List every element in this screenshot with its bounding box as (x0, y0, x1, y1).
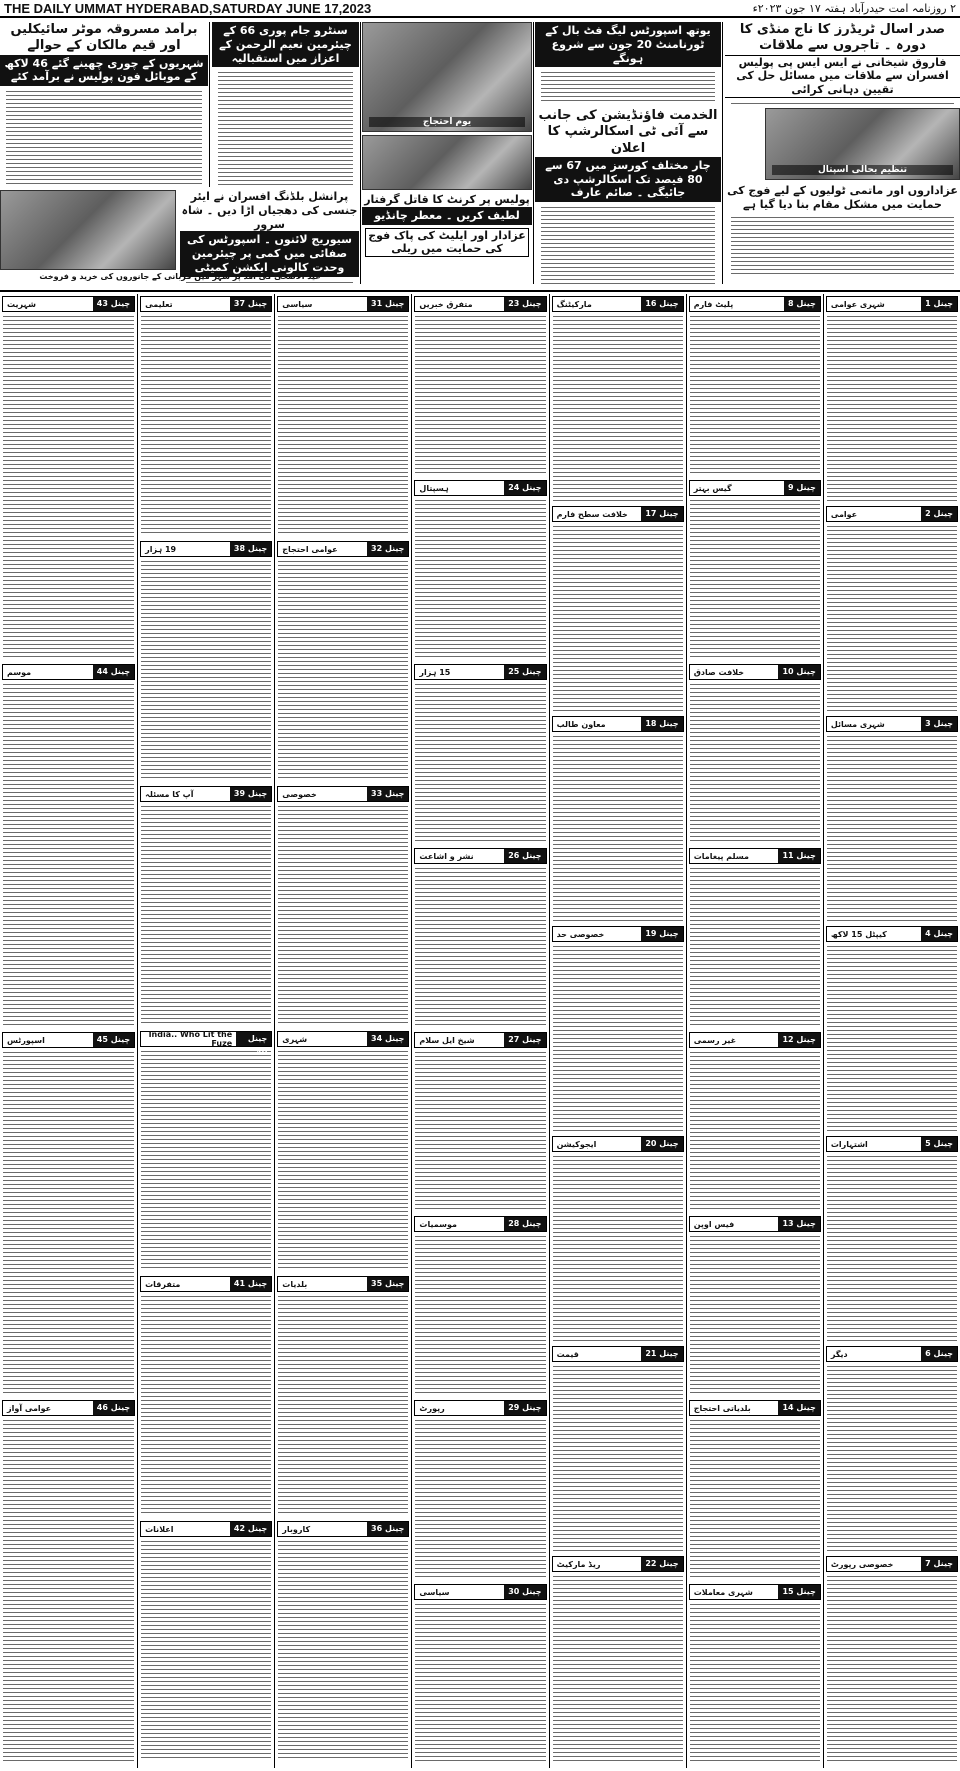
news-item (550, 1556, 686, 1763)
item-tag (140, 296, 272, 312)
item-keyword: شہریت (7, 299, 37, 309)
item-tag (414, 664, 546, 680)
item-body-text (550, 523, 686, 711)
item-keyword: 19 ہزار (145, 544, 177, 554)
news-item (0, 1032, 137, 1397)
item-tag (414, 1032, 546, 1048)
item-keyword: نشر و اشاعت (419, 851, 474, 861)
item-body-text (275, 313, 411, 536)
story-body (725, 212, 960, 276)
item-keyword: سیاسی (282, 299, 313, 309)
item-number: چینل 18 (641, 717, 682, 731)
news-item (275, 541, 411, 783)
item-keyword: مارکیٹنگ (556, 299, 592, 309)
news-item (550, 506, 686, 713)
news-item (687, 848, 823, 1029)
col-6 (137, 294, 274, 1768)
news-item (550, 1136, 686, 1343)
item-number: چینل 43 (93, 297, 134, 311)
item-tag (277, 1276, 409, 1292)
item-tag (826, 296, 958, 312)
item-keyword: 15 ہزار (419, 667, 451, 677)
item-body-text (412, 497, 548, 659)
item-number: چینل 19 (641, 927, 682, 941)
item-body-text (0, 1049, 137, 1395)
col-5 (274, 294, 411, 1768)
item-body-text (138, 1048, 274, 1271)
news-item (687, 1216, 823, 1397)
item-tag (414, 1584, 546, 1600)
item-tag (552, 1136, 684, 1152)
item-body-text (275, 803, 411, 1026)
item-number: چینل 37 (230, 297, 271, 311)
story-headline: الخدمت فاؤنڈیشن کی جانب سے آئی ٹی اسکالرشپ کا اعلان (538, 108, 718, 156)
story-headline: صدر اسال ٹریڈرز کا ناج منڈی کا دورہ ۔ تاجروں سے ملاقات (739, 22, 946, 54)
item-keyword: گیس بہتر (693, 483, 732, 493)
item-keyword: شہری عوامی (830, 299, 885, 309)
item-body-text (824, 313, 960, 501)
news-item (412, 480, 548, 661)
item-number: چینل 6 (921, 1347, 957, 1361)
item-body-text (687, 1417, 823, 1579)
news-columns (0, 294, 960, 1768)
masthead (0, 0, 960, 18)
item-number: چینل 13 (778, 1217, 819, 1231)
item-keyword: موسمیات (419, 1219, 457, 1229)
item-number: چینل 2 (921, 507, 957, 521)
item-tag (414, 1400, 546, 1416)
news-item (824, 1136, 960, 1343)
news-item (687, 1400, 823, 1581)
item-tag (826, 506, 958, 522)
item-body-text (550, 1363, 686, 1551)
item-keyword: معاون طالب (556, 719, 606, 729)
item-number: چینل 31 (367, 297, 408, 311)
item-number: چینل 4 (921, 927, 957, 941)
news-item (138, 541, 274, 783)
item-tag (414, 296, 546, 312)
item-body-text (824, 1363, 960, 1551)
item-body-text (275, 1293, 411, 1516)
item-tag (689, 1400, 821, 1416)
col-1 (823, 294, 960, 1768)
item-body-text (687, 1601, 823, 1763)
item-tag (689, 296, 821, 312)
item-body-text (275, 1048, 411, 1271)
news-item (275, 1521, 411, 1763)
item-number: چینل 41 (230, 1277, 271, 1291)
item-body-text (824, 943, 960, 1131)
item-tag (689, 480, 821, 496)
item-body-text (687, 313, 823, 475)
item-tag (414, 848, 546, 864)
item-body-text (687, 865, 823, 1027)
item-tag (277, 541, 409, 557)
item-keyword: پلیٹ فارم (693, 299, 734, 309)
top-news-section (0, 22, 960, 284)
item-keyword: بلدیات (282, 1279, 308, 1289)
item-number: چینل 30 (504, 1585, 545, 1599)
item-tag (140, 1276, 272, 1292)
news-item (138, 1031, 274, 1273)
item-number: چینل 7 (921, 1557, 957, 1571)
item-number: چینل 12 (778, 1033, 819, 1047)
item-tag (826, 926, 958, 942)
item-number: چینل 24 (504, 481, 545, 495)
news-item (687, 1032, 823, 1213)
item-body-text (0, 681, 137, 1027)
item-number: چینل 45 (93, 1033, 134, 1047)
col-3 (549, 294, 686, 1768)
item-keyword: متفرق خبریں (419, 299, 473, 309)
item-keyword: خلافت سطح فارم (556, 509, 628, 519)
item-number: چینل 21 (641, 1347, 682, 1361)
item-keyword: عوامی (830, 509, 858, 519)
item-body-text (275, 558, 411, 781)
photo-caption: تنظیم بحالی اسپتال (772, 165, 953, 175)
item-body-text (412, 681, 548, 843)
item-body-text (138, 558, 274, 781)
story-army-support (725, 184, 960, 284)
item-number: چینل 32 (367, 542, 408, 556)
protest-photo (362, 22, 532, 132)
item-keyword: ہسپتال (419, 483, 449, 493)
item-number: چینل 42 (230, 1522, 271, 1536)
item-body-text (824, 523, 960, 711)
item-body-text (412, 1601, 548, 1763)
story-caption: عزاداروں اور ماتمی ٹولیوں کے لیے فوج کی حمایت میں مشکل مقام بنا دیا گیا ہے (727, 184, 958, 211)
item-tag (689, 848, 821, 864)
item-number: چینل 26 (504, 849, 545, 863)
story-recovered-bikes (0, 22, 208, 187)
news-item (412, 1216, 548, 1397)
item-keyword: سیاسی (419, 1587, 450, 1597)
item-keyword: خصوصی رپورٹ (830, 1559, 894, 1569)
news-item (0, 664, 137, 1029)
item-number: چینل 17 (641, 507, 682, 521)
story-headline: پولیس پر کرنٹ کا قاتل گرفتار (364, 193, 530, 206)
item-number: چینل 20 (641, 1137, 682, 1151)
item-number: چینل 5 (921, 1137, 957, 1151)
story-headline: برآمد مسروقہ موٹر سائیکلیں اور قیم مالکان کے حوالے (10, 22, 198, 54)
item-keyword: دیگر (830, 1349, 848, 1359)
item-body-text (550, 313, 686, 501)
story-body (212, 67, 359, 187)
item-number: چینل 22 (641, 1557, 682, 1571)
story-subhead: فاروق شیخانی نے ایس ایس پی پولیس افسران سے ملاقات میں مسائل حل کی تقیین دہانی کرائی (725, 55, 960, 98)
news-item (550, 1346, 686, 1553)
item-number: چینل 8 (784, 297, 820, 311)
item-number: چینل 14 (778, 1401, 819, 1415)
item-body-text (412, 1233, 548, 1395)
news-item (412, 296, 548, 477)
item-tag (2, 296, 135, 312)
item-keyword: اعلانات (145, 1524, 174, 1534)
center-photo (362, 135, 532, 190)
item-keyword: قیمت (556, 1349, 579, 1359)
item-body-text (824, 1153, 960, 1341)
item-keyword: متفرقات (145, 1279, 181, 1289)
eid-caption-strip (0, 272, 360, 284)
hospital-photo (765, 108, 960, 180)
item-tag (414, 480, 546, 496)
item-keyword: خصوصی (282, 789, 317, 799)
item-number: چینل 10 (778, 665, 819, 679)
item-body-text (550, 943, 686, 1131)
masthead-english: THE DAILY UMMAT HYDERABAD,SATURDAY JUNE 17,2023 (4, 0, 372, 16)
story-subhead: چار مختلف کورسز میں 67 سے 80 فیصد تک اسکالرشپ دی جائیگی ۔ صائم عارف (535, 157, 721, 202)
item-tag (552, 506, 684, 522)
item-body-text (687, 1049, 823, 1211)
news-item (550, 926, 686, 1133)
item-tag (689, 1216, 821, 1232)
news-item (0, 1400, 137, 1765)
item-keyword: خلافت صادق (693, 667, 745, 677)
item-tag (2, 1032, 135, 1048)
item-tag (689, 1032, 821, 1048)
item-number: چینل 33 (367, 787, 408, 801)
item-number: چینل 11 (778, 849, 819, 863)
item-number: چینل 39 (230, 787, 271, 801)
photo-caption: یوم احتجاج (369, 117, 525, 127)
story-alkhidmat (535, 108, 721, 284)
item-tag (2, 1400, 135, 1416)
masthead-urdu: ۲ روزنامہ امت حیدرآباد ہفتہ ۱۷ جون ۲۰۲۳ء (752, 1, 956, 15)
item-tag (414, 1216, 546, 1232)
item-keyword: کیپٹل 15 لاکھ (830, 929, 887, 939)
story-killer-arrested (362, 193, 532, 284)
item-number: چینل 15 (778, 1585, 819, 1599)
item-body-text (412, 313, 548, 475)
news-item (687, 296, 823, 477)
col-4 (411, 294, 548, 1768)
item-body-text (550, 733, 686, 921)
news-item (275, 1031, 411, 1273)
item-keyword: عوامی احتجاج (282, 544, 338, 554)
news-item (412, 848, 548, 1029)
item-tag (2, 664, 135, 680)
story-subhead: سیوریج لائنوں ۔ اسپورٹس کی صفائی میں کمی پر چیئرمین وحدت کالونی ایکشن کمیٹی (180, 231, 359, 276)
item-tag (277, 1031, 409, 1047)
item-keyword: شہری (282, 1034, 308, 1044)
section-divider (0, 290, 960, 292)
item-tag (689, 1584, 821, 1600)
item-body-text (687, 497, 823, 659)
news-item (0, 296, 137, 661)
item-body-text (138, 1538, 274, 1761)
item-keyword: غیر رسمی (693, 1035, 737, 1045)
story-football (535, 22, 721, 104)
item-keyword: بلدیاتی احتجاج (693, 1403, 751, 1413)
item-keyword: مسلم پیغامات (693, 851, 749, 861)
news-item (412, 1400, 548, 1581)
item-tag (689, 664, 821, 680)
story-caption: عید الاضحیٰ کی آمد پر شہر میں قربانی کے جانوروں کی خرید و فروخت (39, 272, 321, 281)
item-keyword: اشتہارات (830, 1139, 868, 1149)
news-item (138, 1521, 274, 1763)
item-body-text (824, 733, 960, 921)
item-number: چینل 34 (367, 1032, 408, 1046)
news-item (824, 296, 960, 503)
story-building-officers (180, 190, 359, 284)
item-keyword: عوامی آواز (7, 1403, 52, 1413)
news-item (824, 1346, 960, 1553)
item-tag (826, 1556, 958, 1572)
item-body-text (275, 1538, 411, 1761)
item-body-text (0, 313, 137, 659)
col-2 (686, 294, 823, 1768)
item-number: چینل 9 (784, 481, 820, 495)
item-body-text (138, 313, 274, 536)
news-item (687, 480, 823, 661)
item-keyword: ریڈ مارکیٹ (556, 1559, 601, 1569)
item-number: چینل 44 (93, 665, 134, 679)
item-tag (552, 1346, 684, 1362)
story-headline: پرانشل بلڈنگ افسران نے ایئر جنسی کی دھجیاں اڑا دیں ۔ شاہ سرور (181, 190, 358, 231)
item-number: چینل 27 (504, 1033, 545, 1047)
story-traders-visit (725, 22, 960, 104)
story-headline: سنٹرو جام پوری 66 کے چیئرمین نعیم الرحمن کے اعزاز میں استقبالیہ (212, 22, 359, 67)
item-body-text (550, 1153, 686, 1341)
item-keyword: موسم (7, 667, 32, 677)
story-body (725, 98, 960, 104)
news-item (824, 1556, 960, 1763)
story-subhead: لطیف کریں ۔ معطر چانڈیو (362, 207, 532, 225)
news-item (412, 1032, 548, 1213)
story-headline: یوتھ اسپورٹس لیگ فٹ بال کے ٹورنامنٹ 20 جون سے شروع ہونگے (535, 22, 721, 67)
story-body (535, 202, 721, 284)
goats-photo (0, 190, 176, 270)
item-keyword: خصوصی حد (556, 929, 605, 939)
news-item (550, 296, 686, 503)
item-number: چینل 25 (504, 665, 545, 679)
item-keyword: India.. Who Lit the Fuze (148, 1030, 233, 1048)
news-item (412, 1584, 548, 1765)
item-body-text (138, 1293, 274, 1516)
item-tag (140, 1521, 272, 1537)
news-item (275, 296, 411, 538)
item-tag (552, 296, 684, 312)
item-tag (552, 716, 684, 732)
story-note: عزادار اور ایلیٹ کی پاک فوج کی حمایت میں ریلی (365, 228, 529, 258)
item-body-text (687, 681, 823, 843)
story-body (0, 86, 208, 187)
item-keyword: ایجوکیشن (556, 1139, 597, 1149)
news-item (275, 786, 411, 1028)
item-number: چینل 23 (504, 297, 545, 311)
item-number: چینل 16 (641, 297, 682, 311)
item-tag (140, 786, 272, 802)
news-item (824, 926, 960, 1133)
item-body-text (412, 1417, 548, 1579)
item-number: چینل 1 (921, 297, 957, 311)
item-body-text (550, 1573, 686, 1761)
item-tag (140, 541, 272, 557)
item-number: چینل 28 (504, 1217, 545, 1231)
item-tag (277, 1521, 409, 1537)
story-body (535, 67, 721, 104)
news-item (275, 1276, 411, 1518)
story-reception (212, 22, 359, 187)
news-item (550, 716, 686, 923)
item-tag (552, 926, 684, 942)
item-keyword: شہری معاملات (693, 1587, 753, 1597)
item-keyword: رپورٹ (419, 1403, 445, 1413)
item-tag (826, 1346, 958, 1362)
item-tag (826, 716, 958, 732)
news-item (824, 506, 960, 713)
item-body-text (412, 865, 548, 1027)
item-tag (140, 1030, 272, 1057)
item-keyword: تعلیمی (145, 299, 173, 309)
item-keyword: شیخ ایل سلام (419, 1035, 475, 1045)
item-number: چینل 3 (921, 717, 957, 731)
item-keyword: شہری مسائل (830, 719, 885, 729)
news-item (687, 664, 823, 845)
item-number: چینل 38 (230, 542, 271, 556)
news-item (824, 716, 960, 923)
item-keyword: کاروبار (282, 1524, 311, 1534)
item-tag (552, 1556, 684, 1572)
item-tag (277, 786, 409, 802)
news-item (138, 1276, 274, 1518)
item-body-text (412, 1049, 548, 1211)
news-item (687, 1584, 823, 1765)
item-number: چینل 40 (236, 1032, 271, 1046)
item-number: چینل 29 (504, 1401, 545, 1415)
item-body-text (687, 1233, 823, 1395)
item-tag (277, 296, 409, 312)
story-subhead: شہریوں کے چوری چھینے گئے 46 لاکھ کے موبائل فون پولیس نے برآمد کئے (0, 55, 208, 87)
item-tag (826, 1136, 958, 1152)
item-body-text (824, 1573, 960, 1761)
item-number: چینل 36 (367, 1522, 408, 1536)
news-item (412, 664, 548, 845)
col-7 (0, 294, 137, 1768)
news-item (138, 296, 274, 538)
item-number: چینل 46 (93, 1401, 134, 1415)
item-number: چینل 35 (367, 1277, 408, 1291)
item-keyword: اسپورٹس (7, 1035, 45, 1045)
item-keyword: فیس اوپن (693, 1219, 735, 1229)
news-item (138, 786, 274, 1028)
item-keyword: آپ کا مسئلہ (145, 789, 194, 799)
item-body-text (138, 803, 274, 1026)
item-body-text (0, 1417, 137, 1763)
